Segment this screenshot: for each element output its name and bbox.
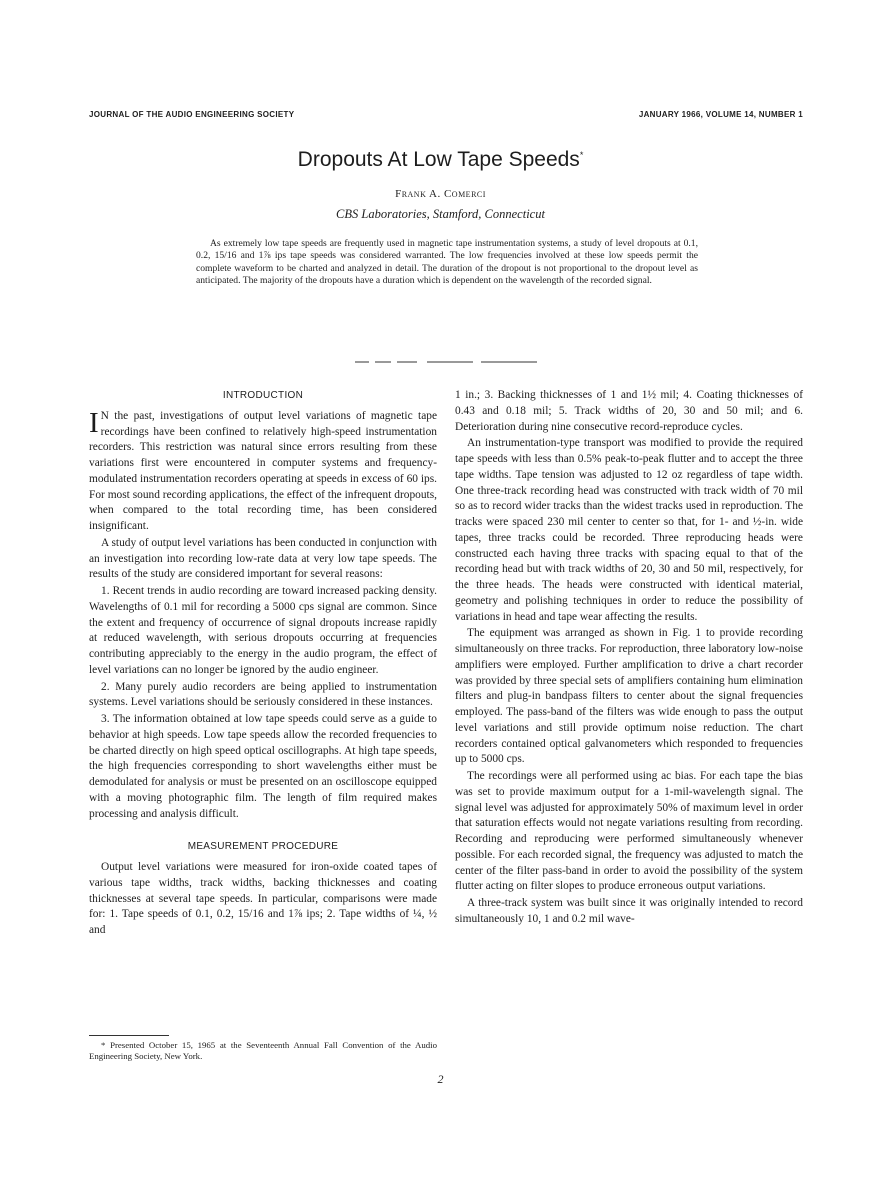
page-number: 2: [437, 1072, 444, 1086]
measurement-paragraph-2: An instrumentation-type transport was modified to provide the required tape speeds with less than 0.5% peak-to-peak flutter and to accept the three tape widths. Tape tension was adjusted to 12 oz regardless of tape width. One three-track recording head was constructed with track width of 70 mil so as to record wider tracks than the widest tracks used in reproduction. The tracks were spaced 230 mil center to center so that, for 1- and ½-in. wide tapes, three tracks could be recorded. Three reproducing heads were constructed each having three tracks with spacing equal to that of the recording head but with track widths of 20, 30 and 50 mil, respectively, for the three heads. The heads were constructed with identical material, geometry and polishing techniques in order to reduce the possibility of variations in head and tape wear affecting the results.: [455, 437, 803, 623]
measurement-paragraph-4: The recordings were all performed using ac bias. For each tape the bias was set to provide maximum output for a 1-mil-wavelength signal. The signal level was adjusted for approximately 50% of maximum level in order that saturation effects would not negate variations resulting from recording. Recording and reproducing were performed simultaneously whenever possible. For each recorded signal, the frequency was adjusted to match the center of the filter pass-band in order to avoid the possibility of the system flutter acting on filter slopes to produce erroneous output variations.: [455, 770, 803, 893]
left-column: [89, 388, 437, 939]
title-footnote-mark: *: [579, 150, 584, 160]
measurement-paragraph-1-continued: 1 in.; 3. Backing thicknesses of 1 and 1½ mil; 4. Coating thicknesses of 0.43 and 0.18 mil; 5. Track widths of 20, 30 and 50 mil; and 6. Deterioration during nine consecutive record-reproduce cycles.: [455, 389, 803, 433]
footnote-rule: [89, 1035, 169, 1036]
author: Frank A. Comerci: [395, 188, 486, 200]
article-title: [0, 148, 881, 172]
affiliation: CBS Laboratories, Stamford, Connecticut: [336, 207, 545, 221]
intro-paragraph-1-text: N the past, investigations of output level variations of magnetic tape recordings have been confined to relatively high-speed instrumentation recorders. This restriction was natural since errors resulting from these variations first were encountered in computer systems and frequency-modulated instrumentation recorders operating at speeds in excess of 60 ips. For most sound recording applications, the effect of the infrequent dropouts, when compared to the total recording time, has been considered insignificant.: [89, 409, 437, 532]
measurement-paragraph-1: Output level variations were measured for iron-oxide coated tapes of various tape widths, track widths, backing thicknesses and coating thicknesses at several tape speeds. In particular, comparisons were made for: 1. Tape speeds of 0.1, 0.2, 15/16 and 1⅞ ips; 2. Tape widths of ¼, ½ and: [89, 861, 437, 936]
right-column: [455, 388, 803, 928]
issue-info: JANUARY 1966, VOLUME 14, NUMBER 1: [638, 110, 803, 119]
title-text: Dropouts At Low Tape Speeds: [297, 148, 580, 171]
section-heading-measurement: MEASUREMENT PROCEDURE: [187, 841, 339, 853]
section-heading-introduction: INTRODUCTION: [222, 390, 304, 401]
intro-paragraph-1: [89, 406, 437, 535]
drop-cap: I: [89, 406, 99, 439]
intro-paragraph-3: 1. Recent trends in audio recording are toward increased packing density. Wavelengths of 0.1 mil for recording a 5000 cps signal are common. Since the extent and frequency of occurrence of signal dropouts increase rapidly at reduced wavelength, with serious dropouts occurring at frequencies contributing appreciably to the energy in the audio program, the effect of level variations can no longer be ignored by the audio engineer.: [89, 585, 437, 676]
measurement-paragraph-5: A three-track system was built since it was originally intended to record simultaneously 10, 1 and 0.2 mil wave-: [455, 897, 803, 925]
measurement-paragraph-3: The equipment was arranged as shown in Fig. 1 to provide recording simultaneously on three tracks. For reproduction, three laboratory low-noise amplifiers were employed. Further amplification to drive a chart recorder was provided by three special sets of amplifiers containing hum elimination filters and plug-in bandpass filters to center about the signal frequencies employed. The pass-band of the filters was wide enough to pass the output level variations and still provide optimum noise reduction. The chart recorders contained optical galvanometers which responded to frequencies up to 5000 cps.: [455, 627, 803, 766]
journal-name: JOURNAL OF THE AUDIO ENGINEERING SOCIETY: [89, 110, 295, 119]
abstract: As extremely low tape speeds are frequently used in magnetic tape instrumentation systems, a study of level dropouts at 0.1, 0.2, 15/16 and 1⅞ ips tape speeds was considered warranted. The low frequencies involved at these low speeds permit the complete waveform to be charted and analyzed in detail. The duration of the dropout is not proportional to the dropout level as anticipated. The majority of the dropouts have a duration which is dependent on the wavelength of the recorded signal.: [196, 238, 698, 286]
separator-rule: [355, 356, 537, 368]
intro-paragraph-5: 3. The information obtained at low tape speeds could serve as a guide to behavior at high speeds. Low tape speeds allow the recorded frequencies to be charted directly on high speed optical oscillographs. At high tape speeds, the high frequencies corresponding to short wavelengths either must be demodulated for analysis or must be presented on an oscilloscope equipped with a moving photographic film. The length of film required makes processing and analysis difficult.: [89, 713, 437, 820]
intro-paragraph-4: 2. Many purely audio recorders are being applied to instrumentation systems. Level variations should be seriously considered in these instances.: [89, 680, 437, 709]
intro-paragraph-2: A study of output level variations has been conducted in conjunction with an investigation into recording low-rate data at very low tape speeds. The results of the study are considered important for several reasons:: [89, 536, 437, 581]
footnote: * Presented October 15, 1965 at the Seventeenth Annual Fall Convention of the Audio Engineering Society, New York.: [89, 1040, 437, 1061]
